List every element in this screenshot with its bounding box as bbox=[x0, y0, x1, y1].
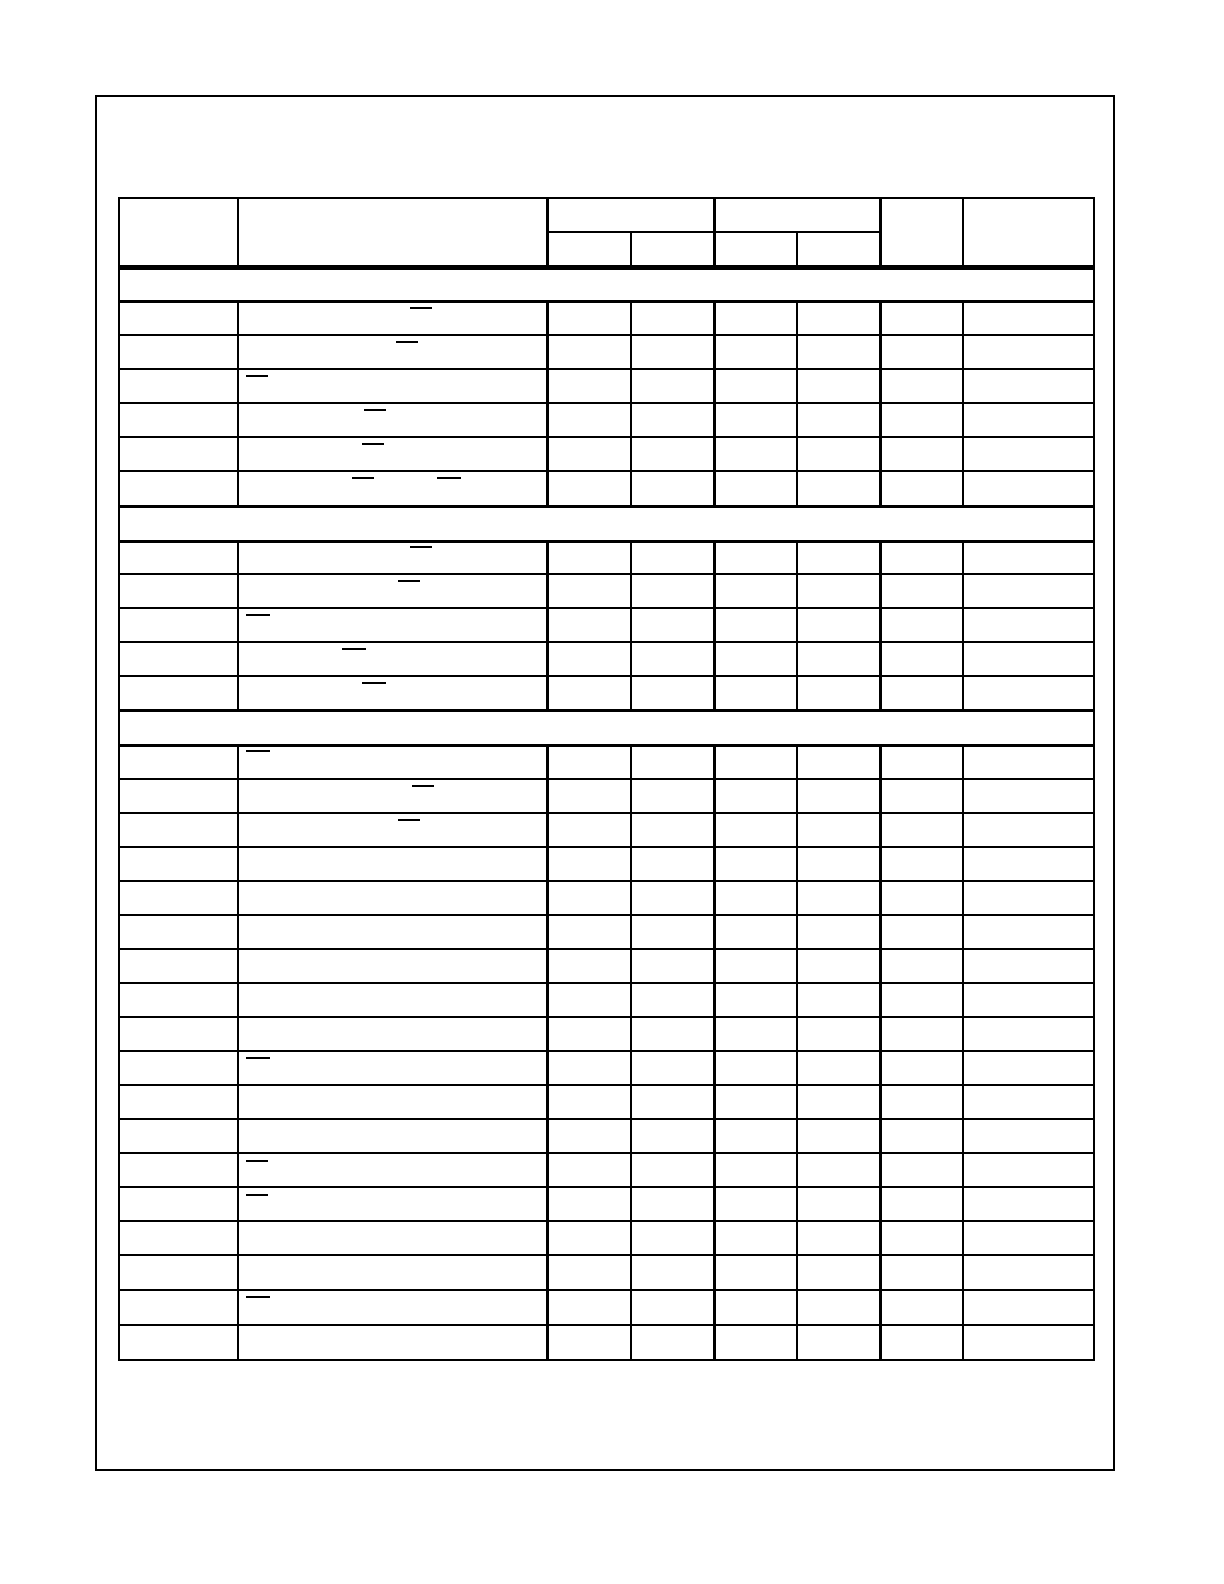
table-row-rule bbox=[118, 709, 1095, 712]
column-rule bbox=[630, 300, 632, 505]
column-rule bbox=[237, 540, 239, 709]
overbar-mark bbox=[410, 546, 432, 548]
table-row-rule bbox=[118, 1186, 1095, 1188]
column-rule bbox=[546, 300, 549, 505]
overbar-mark bbox=[437, 477, 461, 479]
overbar-mark bbox=[352, 477, 374, 479]
table-row-rule bbox=[118, 470, 1095, 472]
table-row-rule bbox=[118, 948, 1095, 950]
overbar-mark bbox=[410, 307, 432, 309]
column-rule bbox=[796, 540, 798, 709]
column-rule bbox=[796, 744, 798, 1359]
header-column-rule bbox=[879, 197, 882, 265]
table-row-rule bbox=[118, 1220, 1095, 1222]
header-column-rule bbox=[962, 197, 964, 265]
header-column-rule bbox=[546, 197, 549, 265]
column-rule bbox=[546, 540, 549, 709]
table-row-rule bbox=[118, 1152, 1095, 1154]
overbar-mark bbox=[246, 614, 270, 616]
table-row-rule bbox=[118, 300, 1095, 303]
column-rule bbox=[713, 300, 716, 505]
overbar-mark bbox=[364, 409, 386, 411]
table-row-rule bbox=[118, 1254, 1095, 1256]
table-row-rule bbox=[118, 778, 1095, 780]
overbar-mark bbox=[246, 750, 270, 752]
overbar-mark bbox=[246, 1194, 268, 1196]
column-rule bbox=[879, 744, 882, 1359]
table-row-rule bbox=[118, 1118, 1095, 1120]
column-rule bbox=[879, 540, 882, 709]
overbar-mark bbox=[246, 1296, 270, 1298]
table-row-rule bbox=[118, 880, 1095, 882]
header-subcolumn-rule bbox=[796, 231, 798, 265]
overbar-mark bbox=[412, 785, 434, 787]
table-row-rule bbox=[118, 744, 1095, 747]
column-rule bbox=[962, 540, 964, 709]
column-rule bbox=[630, 540, 632, 709]
table-row-rule bbox=[118, 402, 1095, 404]
overbar-mark bbox=[246, 1160, 268, 1162]
column-rule bbox=[962, 744, 964, 1359]
table-top-rule bbox=[118, 197, 1095, 199]
table-row-rule bbox=[118, 846, 1095, 848]
table-row-rule bbox=[118, 368, 1095, 370]
column-rule bbox=[630, 744, 632, 1359]
overbar-mark bbox=[398, 580, 420, 582]
table-row-rule bbox=[118, 540, 1095, 543]
table-row-rule bbox=[118, 1084, 1095, 1086]
overbar-mark bbox=[362, 682, 386, 684]
overbar-mark bbox=[246, 375, 268, 377]
column-rule bbox=[237, 300, 239, 505]
table-row-rule bbox=[118, 436, 1095, 438]
column-rule bbox=[796, 300, 798, 505]
table-row-rule bbox=[118, 914, 1095, 916]
column-rule bbox=[713, 540, 716, 709]
table-row-rule bbox=[118, 334, 1095, 336]
table-row-rule bbox=[118, 505, 1095, 508]
table-row-rule bbox=[118, 641, 1095, 643]
table-row-rule bbox=[118, 1324, 1095, 1326]
overbar-mark bbox=[398, 819, 420, 821]
overbar-mark bbox=[362, 443, 384, 445]
table-row-rule bbox=[118, 812, 1095, 814]
overbar-mark bbox=[246, 1057, 270, 1059]
table-row-rule bbox=[118, 675, 1095, 677]
column-rule bbox=[879, 300, 882, 505]
header-column-rule bbox=[237, 197, 239, 265]
column-rule bbox=[546, 744, 549, 1359]
table-row-rule bbox=[118, 1359, 1095, 1361]
overbar-mark bbox=[342, 648, 366, 650]
table-row-rule bbox=[118, 267, 1095, 270]
column-rule bbox=[237, 744, 239, 1359]
blank-data-table bbox=[118, 197, 1094, 1360]
table-row-rule bbox=[118, 607, 1095, 609]
table-row-rule bbox=[118, 1289, 1095, 1291]
column-rule bbox=[713, 744, 716, 1359]
header-subcolumn-rule bbox=[630, 231, 632, 265]
table-row-rule bbox=[118, 982, 1095, 984]
table-row-rule bbox=[118, 1050, 1095, 1052]
table-row-rule bbox=[118, 1016, 1095, 1018]
column-rule bbox=[962, 300, 964, 505]
table-row-rule bbox=[118, 573, 1095, 575]
overbar-mark bbox=[396, 341, 418, 343]
header-column-rule bbox=[713, 197, 716, 265]
